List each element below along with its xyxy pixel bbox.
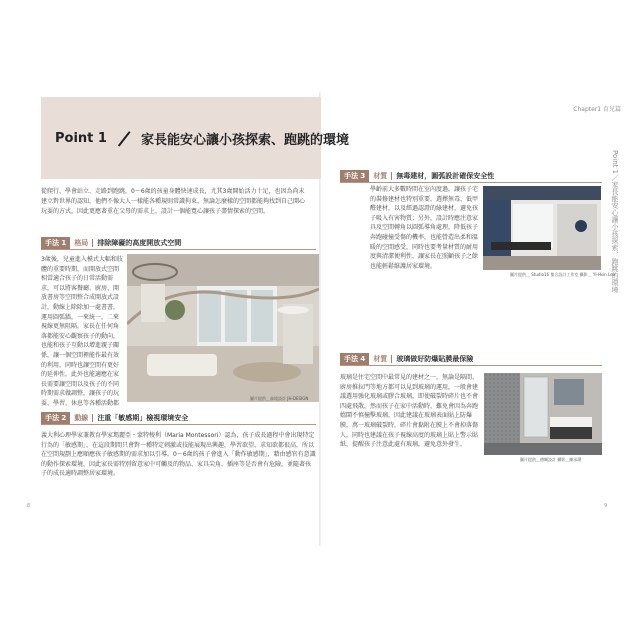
method-title: 注重「敏感期」檢視環境安全 [97,414,189,422]
method-2-heading [41,412,188,424]
photo-3-caption: 圖片提供＿德爾設計 攝影＿陳承璞 [520,457,582,462]
separator [92,239,93,247]
page-number-left: 8 [27,503,31,509]
photo-bathroom [484,373,602,455]
chapter-label: Chapter1 育兒篇 [573,106,621,113]
method-tag: 手法 3 [340,170,369,182]
method-title: 玻璃做好防爆貼膜最保險 [396,355,474,363]
method-2-rule [41,424,316,425]
method-category: 材質 [373,172,388,180]
method-4-rule [340,365,602,366]
page-number-right: 9 [604,503,608,509]
photo-dining-corridor [483,186,601,270]
intro-paragraph: 從爬行、學會站立、走路到跑跳，0～6歲的孩童身體快速成長，尤其3歲開始活力十足，也因為尚未建立對世界的認知，他們不像大人一樣能各種規則常識拘束，無論怎麼樣的空間都能夠找到自己開心玩耍的方式，因此更應著重在父母的需求上，設計一個能寬心讓孩子盡情探索的空間。 [41,188,306,215]
method-category: 材質 [373,355,388,363]
method-3-rule [340,182,602,183]
method-3-body: 學齡前大多數時間在室內度過，讓孩子宅的裝修建材也特別重要，選擇無毒、低甲醛建材，以及經過認證的綠建材，避免孩子吸入有害物質；另外，設計時應注意家具及空間轉角以圓弧導角處理，降低孩子奔跑碰撞受傷的機率，也能營造出柔和溫暖的空間感受，同時也要考量材質的耐用度與清潔便利性，讓家長在照顧孩子之餘也能輕鬆維護居家環境。 [370,186,478,270]
point-heading [55,129,349,148]
method-tag: 手法 2 [41,412,70,424]
method-4-body: 玻璃是住宅空間中最常見的建材之一，無論是隔間、廚房推拉門等地方都可以見到玻璃的運用，一般會建議選用強化玻璃或膠合玻璃，即使破裂時碎片也不會四處飛散，然而孩子在家中活動時，難免會因為奔跑嬉鬧不慎撞擊玻璃，因此建議在玻璃表面貼上防爆膜，萬一玻璃破裂時，碎片會黏附在膜上不會掉落傷人，同時也建議在孩子視線高度的玻璃上貼上警示貼紙，提醒孩子注意此處有玻璃，避免意外發生。 [340,374,479,449]
slash-divider [118,131,130,146]
method-category: 格局 [74,239,89,247]
separator [391,355,392,363]
photo-1-caption: 圖片提供＿森境設計 JH-DESIGN [250,396,309,401]
point-number: Point 1 [55,131,107,146]
method-1-rule [41,249,316,250]
method-4-heading [340,353,473,365]
photo-living-room [127,254,319,402]
method-3-heading [340,170,494,182]
living-room-image [127,254,319,402]
separator [391,172,392,180]
method-category: 動線 [74,414,89,422]
separator [92,414,93,422]
method-1-heading [41,237,181,249]
photo-2-caption: 圖片提供＿ Studio16 集合設計工作室 攝影＿ YI-Hsin Lee [510,272,616,277]
bathroom-image [484,373,602,455]
method-1-body: 3歲後，兒童進入模式大幅和肢體的重要時期，而開放式空間相當適合孩子的日常活動需求，可以將客餐廳、廚房、開放書房等空間整合成開放式設計，動線上除除加一處書書，運用圓弧牆，一來統一，二來視線更無阻隔，家長在任何角落都能安心觀察孩子的動向，也能和孩子互動以增進親子關係，讓一個空間裡能作最有效的利用，同時也讓空間有更好的延伸性。此外也能適應在家長需要讓空間以及孩子的不同時期需求做調整，讓孩子的玩耍、學習、休息等各種活動都 [41,256,123,407]
method-title: 排除障礙的高度開放式空間 [97,239,182,247]
dining-corridor-image [483,186,601,270]
point-title: 家長能安心讓小孩探索、跑跳的環境 [140,133,349,148]
method-title: 無毒建材，圓弧設計確保安全性 [396,172,495,180]
method-tag: 手法 1 [41,237,70,249]
side-running-title: Point 1／家長能安心讓小孩探索、跑跳的環境 [611,150,619,294]
method-2-body: 義大利心理學家兼教育學家瑪麗亞・蒙特梭利（Maria Montessori）認為，孩子成長過程中會出現特定行為的「敏感期」，在這段期間只會對一種特定刺激或技能展現出興趣，學習欲望、求知欲都很高，所以在空間規劃上應順應孩子敏感期的需求加以引導。0～6歲的孩子會進入「動作敏感期」，藉由感官有意識的動作探索環境，因此家長需特別留意家中可觸及的物品、家具尖角、插座等是否會有危險，並隨著孩子的成長適時調整居家環境。 [41,432,316,478]
method-tag: 手法 4 [340,353,369,365]
